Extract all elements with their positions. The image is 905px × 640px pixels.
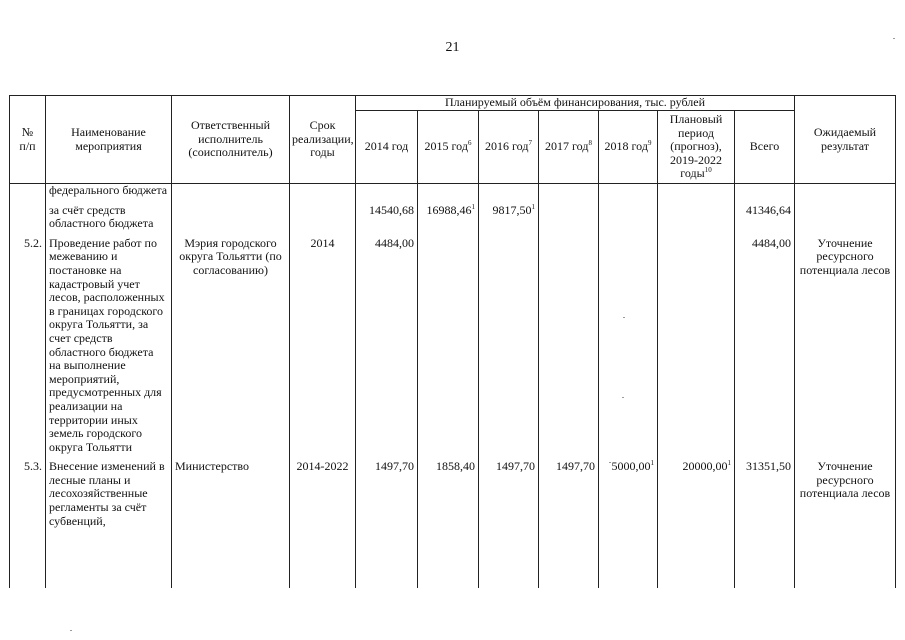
cell-2015 bbox=[418, 237, 479, 455]
scan-speck bbox=[609, 462, 611, 463]
row-name: федерального бюджета bbox=[46, 184, 172, 198]
cell-plan bbox=[658, 204, 735, 231]
cell-2018 bbox=[599, 237, 658, 455]
row-num bbox=[10, 184, 46, 198]
row-result bbox=[795, 184, 896, 198]
cell-2017: 1497,70 bbox=[539, 460, 599, 528]
cell-2014: 14540,68 bbox=[356, 204, 418, 231]
table-row bbox=[10, 204, 896, 231]
cell-2015: 16988,46$^1$ bbox=[418, 204, 479, 231]
scan-speck bbox=[622, 397, 624, 398]
row-executor: Министерство bbox=[172, 460, 290, 528]
cell-2015: 1858,40 bbox=[418, 460, 479, 528]
header-year-2016: 2016 год$^7$ bbox=[479, 111, 539, 184]
row-name: за счёт средств областного бюджета bbox=[46, 204, 172, 231]
cell-2016 bbox=[479, 184, 539, 198]
header-term: Срок реализации, годы bbox=[290, 96, 356, 184]
row-term: 2014 bbox=[290, 237, 356, 455]
row-term bbox=[290, 204, 356, 231]
header-year-2017: 2017 год$^8$ bbox=[539, 111, 599, 184]
cell-plan: 20000,00$^1$ bbox=[658, 460, 735, 528]
header-executor: Ответственный исполнитель (соисполнитель) bbox=[172, 96, 290, 184]
row-term bbox=[290, 184, 356, 198]
scan-speck bbox=[70, 630, 72, 631]
cell-2016: 1497,70 bbox=[479, 460, 539, 528]
funding-table bbox=[9, 95, 896, 588]
row-result bbox=[795, 204, 896, 231]
header-year-2018: 2018 год$^9$ bbox=[599, 111, 658, 184]
cell-2017 bbox=[539, 184, 599, 198]
cell-2017 bbox=[539, 237, 599, 455]
row-executor: Мэрия городского округа Тольятти (по согласованию) bbox=[172, 237, 290, 455]
row-num bbox=[10, 204, 46, 231]
page-number: 21 bbox=[445, 40, 460, 55]
cell-2017 bbox=[539, 204, 599, 231]
cell-2018: 5000,00$^1$ bbox=[599, 460, 658, 528]
scan-speck bbox=[623, 317, 625, 318]
row-executor bbox=[172, 184, 290, 198]
table-row bbox=[10, 460, 896, 528]
row-term: 2014-2022 bbox=[290, 460, 356, 528]
cell-total bbox=[735, 184, 795, 198]
row-num: 5.3. bbox=[10, 460, 46, 528]
row-result: Уточнение ресурсного потенциала лесов bbox=[795, 460, 896, 528]
header-plan-period: Плановый период (прогноз), 2019-2022 годы$^{10}$ bbox=[658, 111, 735, 184]
cell-2014 bbox=[356, 184, 418, 198]
cell-plan bbox=[658, 237, 735, 455]
header-year-2015: 2015 год$^6$ bbox=[418, 111, 479, 184]
header-num: № п/п bbox=[10, 96, 46, 184]
cell-total: 41346,64 bbox=[735, 204, 795, 231]
header-funding-group: Планируемый объём финансирования, тыс. рублей bbox=[356, 96, 795, 111]
row-num: 5.2. bbox=[10, 237, 46, 455]
table-row bbox=[10, 184, 896, 198]
header-name: Наименование мероприятия bbox=[46, 96, 172, 184]
row-name: Проведение работ по межеванию и постановке на кадастровый учет лесов, расположенных в границах городского округа Тольятти, за счет средств областного бюджета на выполнение мероприятий, предусмотренных для реализации на территории иных земель городского округа Тольятти bbox=[46, 237, 172, 455]
cell-2018 bbox=[599, 204, 658, 231]
header-total: Всего bbox=[735, 111, 795, 184]
cell-total: 4484,00 bbox=[735, 237, 795, 455]
header-result: Ожидаемый результат bbox=[795, 96, 896, 184]
cell-2018 bbox=[599, 184, 658, 198]
row-result: Уточнение ресурсного потенциала лесов bbox=[795, 237, 896, 455]
row-executor bbox=[172, 204, 290, 231]
cell-2014: 1497,70 bbox=[356, 460, 418, 528]
table-row bbox=[10, 237, 896, 455]
row-name: Внесение изменений в лесные планы и лесохозяйственные регламенты за счёт субвенций, bbox=[46, 460, 172, 528]
cell-2016: 9817,50$^1$ bbox=[479, 204, 539, 231]
cell-2014: 4484,00 bbox=[356, 237, 418, 455]
cell-2015 bbox=[418, 184, 479, 198]
scan-speck bbox=[893, 38, 895, 39]
cell-total: 31351,50 bbox=[735, 460, 795, 528]
cell-2016 bbox=[479, 237, 539, 455]
cell-plan bbox=[658, 184, 735, 198]
header-year-2014: 2014 год bbox=[356, 111, 418, 184]
